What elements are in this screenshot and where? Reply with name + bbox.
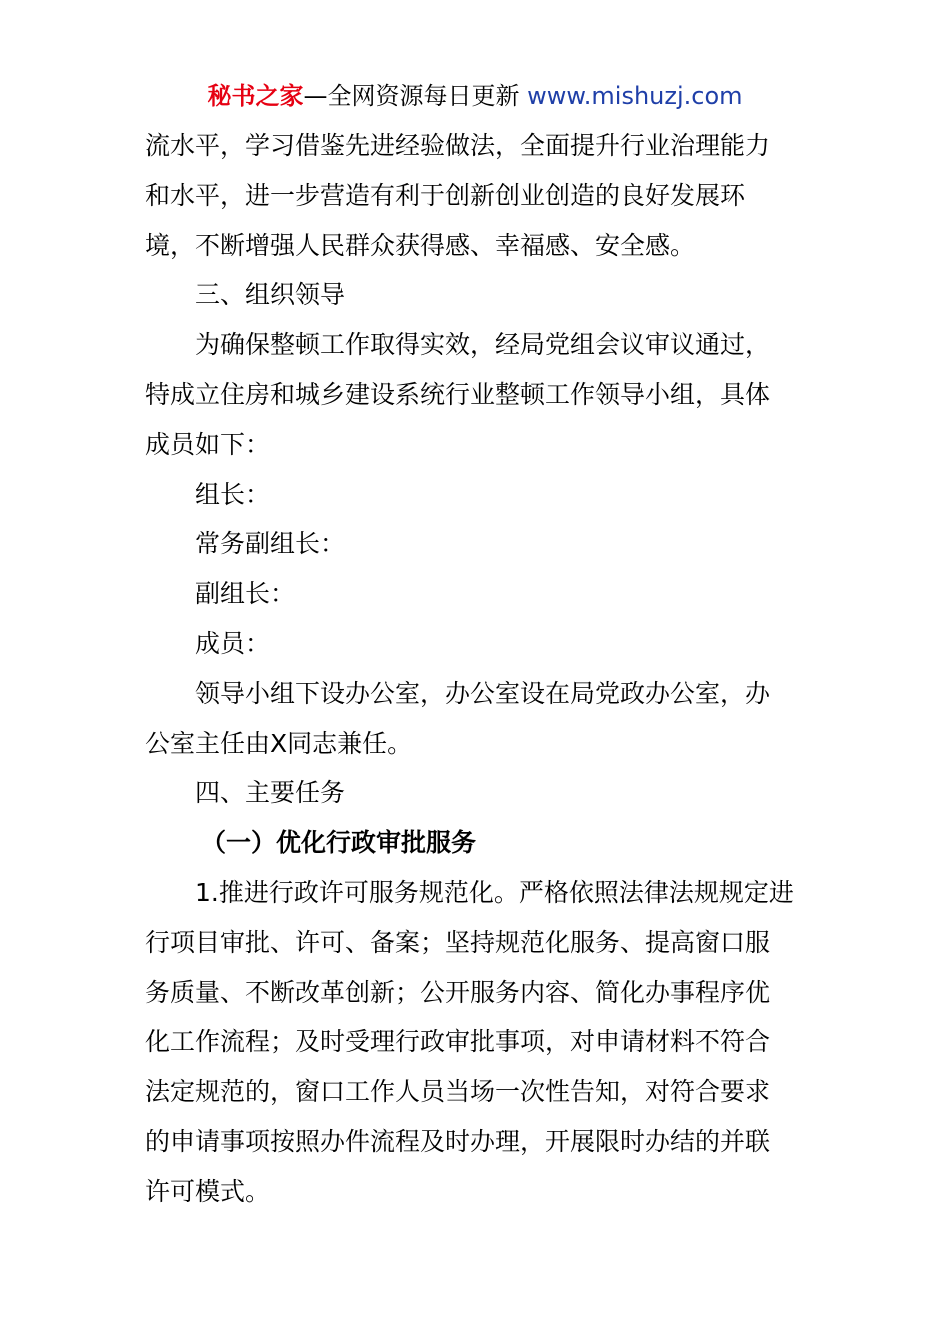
section-heading: 四、主要任务 [195, 778, 346, 808]
member-role-line: 副组长： [195, 579, 296, 609]
paragraph-line: 化工作流程；及时受理行政审批事项，对申请材料不符合 [145, 1027, 771, 1057]
paragraph-line: 行项目审批、许可、备案；坚持规范化服务、提高窗口服 [145, 927, 771, 957]
member-role-line: 组长： [195, 479, 271, 509]
paragraph-line: 成员如下： [145, 429, 271, 459]
body-line: 和水平，进一步营造有利于创新创业创造的良好发展环 [145, 180, 746, 210]
paragraph-line: 法定规范的，窗口工作人员当场一次性告知，对符合要求 [145, 1077, 771, 1107]
section-heading: 三、组织领导 [195, 280, 346, 310]
paragraph-line: 1.推进行政许可服务规范化。严格依照法律法规规定进 [195, 877, 794, 907]
member-role-line: 常务副组长： [195, 529, 346, 559]
document-body [145, 121, 809, 1217]
site-brand: 秘书之家 [207, 82, 304, 110]
site-url-link[interactable]: www.mishuzj.com [527, 82, 743, 110]
paragraph-line: 的申请事项按照办件流程及时办理，开展限时办结的并联 [145, 1126, 771, 1156]
body-line: 流水平，学习借鉴先进经验做法，全面提升行业治理能力 [145, 131, 771, 160]
paragraph-line: 公室主任由X同志兼任。 [145, 728, 413, 758]
site-tagline: —全网资源每日更新 [303, 82, 520, 110]
paragraph-line: 为确保整顿工作取得实效，经局党组会议审议通过， [195, 330, 771, 360]
paragraph-line: 特成立住房和城乡建设系统行业整顿工作领导小组，具体 [145, 379, 771, 409]
body-line: 境，不断增强人民群众获得感、幸福感、安全感。 [145, 230, 696, 260]
subsection-heading: （一）优化行政审批服务 [201, 828, 477, 858]
paragraph-line: 领导小组下设办公室，办公室设在局党政办公室，办 [195, 678, 771, 708]
paragraph-line: 务质量、不断改革创新；公开服务内容、简化办事程序优 [145, 977, 771, 1007]
site-header [0, 80, 950, 112]
paragraph-line: 许可模式。 [145, 1176, 271, 1206]
member-role-line: 成员： [195, 628, 271, 658]
